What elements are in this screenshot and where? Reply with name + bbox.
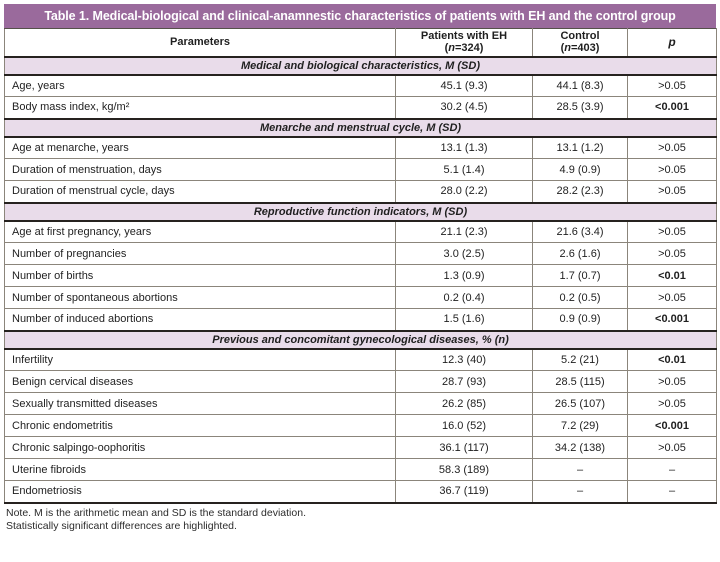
patients-eh-value-cell: 36.7 (119) [396,481,533,503]
control-value-cell: 28.5 (115) [533,371,628,393]
patients-eh-value-cell: 16.0 (52) [396,415,533,437]
p-value-cell: <0.001 [628,97,717,119]
col-header-patients-eh-n: (n=324) [444,42,484,55]
p-value-cell: – [628,481,717,503]
patients-eh-value-cell: 36.1 (117) [396,437,533,459]
section-header: Reproductive function indicators, M (SD) [5,203,717,221]
p-value-cell: <0.001 [628,309,717,331]
table-row [5,75,717,97]
control-value-cell: 7.2 (29) [533,415,628,437]
parameter-cell: Number of pregnancies [5,243,396,265]
patients-eh-value-cell: 12.3 (40) [396,349,533,371]
parameter-cell: Endometriosis [5,481,396,503]
section-header: Medical and biological characteristics, M (SD) [5,57,717,75]
p-value-cell: <0.001 [628,415,717,437]
control-value-cell: 0.2 (0.5) [533,287,628,309]
note-line-1: Note. M is the arithmetic mean and SD is the standard deviation. [6,506,306,519]
patients-eh-value-cell: 30.2 (4.5) [396,97,533,119]
table-row [5,393,717,415]
parameter-cell: Duration of menstrual cycle, days [5,181,396,203]
col-header-patients-eh [396,29,533,57]
table-row [5,181,717,203]
table-row [5,371,717,393]
parameter-cell: Sexually transmitted diseases [5,393,396,415]
table-row [5,437,717,459]
control-value-cell: 28.5 (3.9) [533,97,628,119]
parameter-cell: Age at menarche, years [5,137,396,159]
col-header-control-n: (n=403) [560,42,600,55]
patients-eh-value-cell: 28.7 (93) [396,371,533,393]
p-value-cell: >0.05 [628,371,717,393]
patients-eh-value-cell: 3.0 (2.5) [396,243,533,265]
control-value-cell: 1.7 (0.7) [533,265,628,287]
table-row [5,415,717,437]
patients-eh-value-cell: 45.1 (9.3) [396,75,533,97]
patients-eh-value-cell: 0.2 (0.4) [396,287,533,309]
table-row [5,309,717,331]
parameter-cell: Chronic endometritis [5,415,396,437]
control-value-cell: 5.2 (21) [533,349,628,371]
parameter-cell: Number of induced abortions [5,309,396,331]
patients-eh-value-cell: 26.2 (85) [396,393,533,415]
section-header-row [5,203,717,221]
control-value-cell: 4.9 (0.9) [533,159,628,181]
p-value-cell: >0.05 [628,159,717,181]
control-value-cell: 26.5 (107) [533,393,628,415]
parameter-cell: Number of spontaneous abortions [5,287,396,309]
patients-eh-value-cell: 21.1 (2.3) [396,221,533,243]
section-header: Previous and concomitant gynecological diseases, % (n) [5,331,717,349]
control-value-cell: 44.1 (8.3) [533,75,628,97]
patients-eh-value-cell: 1.5 (1.6) [396,309,533,331]
table-row [5,481,717,503]
p-value-cell: >0.05 [628,137,717,159]
patients-eh-value-cell: 13.1 (1.3) [396,137,533,159]
parameter-cell: Body mass index, kg/m² [5,97,396,119]
table-body [5,57,717,503]
section-header-row [5,331,717,349]
parameter-cell: Age at first pregnancy, years [5,221,396,243]
parameter-cell: Number of births [5,265,396,287]
control-value-cell: 21.6 (3.4) [533,221,628,243]
p-value-cell: – [628,459,717,481]
parameter-cell: Benign cervical diseases [5,371,396,393]
table-row [5,459,717,481]
table-row [5,243,717,265]
parameter-cell: Chronic salpingo-oophoritis [5,437,396,459]
parameter-cell: Duration of menstruation, days [5,159,396,181]
table-row [5,265,717,287]
data-table [4,28,717,504]
control-value-cell: 2.6 (1.6) [533,243,628,265]
table-row [5,221,717,243]
col-header-patients-eh-label: Patients with EH [420,29,508,42]
p-value-cell: >0.05 [628,181,717,203]
table-title-bar [4,4,716,28]
section-header-row [5,119,717,137]
table-row [5,137,717,159]
table-title: Table 1. Medical-biological and clinical-anamnestic characteristics of patients with EH and the control group [44,9,676,23]
control-value-cell: – [533,481,628,503]
column-header-row [5,29,717,57]
section-header-row [5,57,717,75]
control-value-cell: – [533,459,628,481]
p-value-cell: >0.05 [628,437,717,459]
control-value-cell: 28.2 (2.3) [533,181,628,203]
p-value-cell: >0.05 [628,287,717,309]
col-header-parameters: Parameters [5,29,396,57]
p-value-cell: >0.05 [628,243,717,265]
p-value-cell: >0.05 [628,393,717,415]
control-value-cell: 0.9 (0.9) [533,309,628,331]
p-value-cell: >0.05 [628,75,717,97]
table-row [5,159,717,181]
parameter-cell: Age, years [5,75,396,97]
patients-eh-value-cell: 58.3 (189) [396,459,533,481]
patients-eh-value-cell: 5.1 (1.4) [396,159,533,181]
table-row [5,349,717,371]
table-row [5,97,717,119]
p-value-cell: <0.01 [628,349,717,371]
p-value-cell: >0.05 [628,221,717,243]
section-header: Menarche and menstrual cycle, M (SD) [5,119,717,137]
col-header-control-label: Control [560,29,600,42]
col-header-p-value: p [628,29,717,57]
control-value-cell: 13.1 (1.2) [533,137,628,159]
col-header-control [533,29,628,57]
note-line-2: Statistically significant differences are highlighted. [6,520,237,533]
control-value-cell: 34.2 (138) [533,437,628,459]
p-value-cell: <0.01 [628,265,717,287]
table-note [4,504,716,534]
parameter-cell: Infertility [5,349,396,371]
patients-eh-value-cell: 28.0 (2.2) [396,181,533,203]
parameter-cell: Uterine fibroids [5,459,396,481]
table-row [5,287,717,309]
patients-eh-value-cell: 1.3 (0.9) [396,265,533,287]
